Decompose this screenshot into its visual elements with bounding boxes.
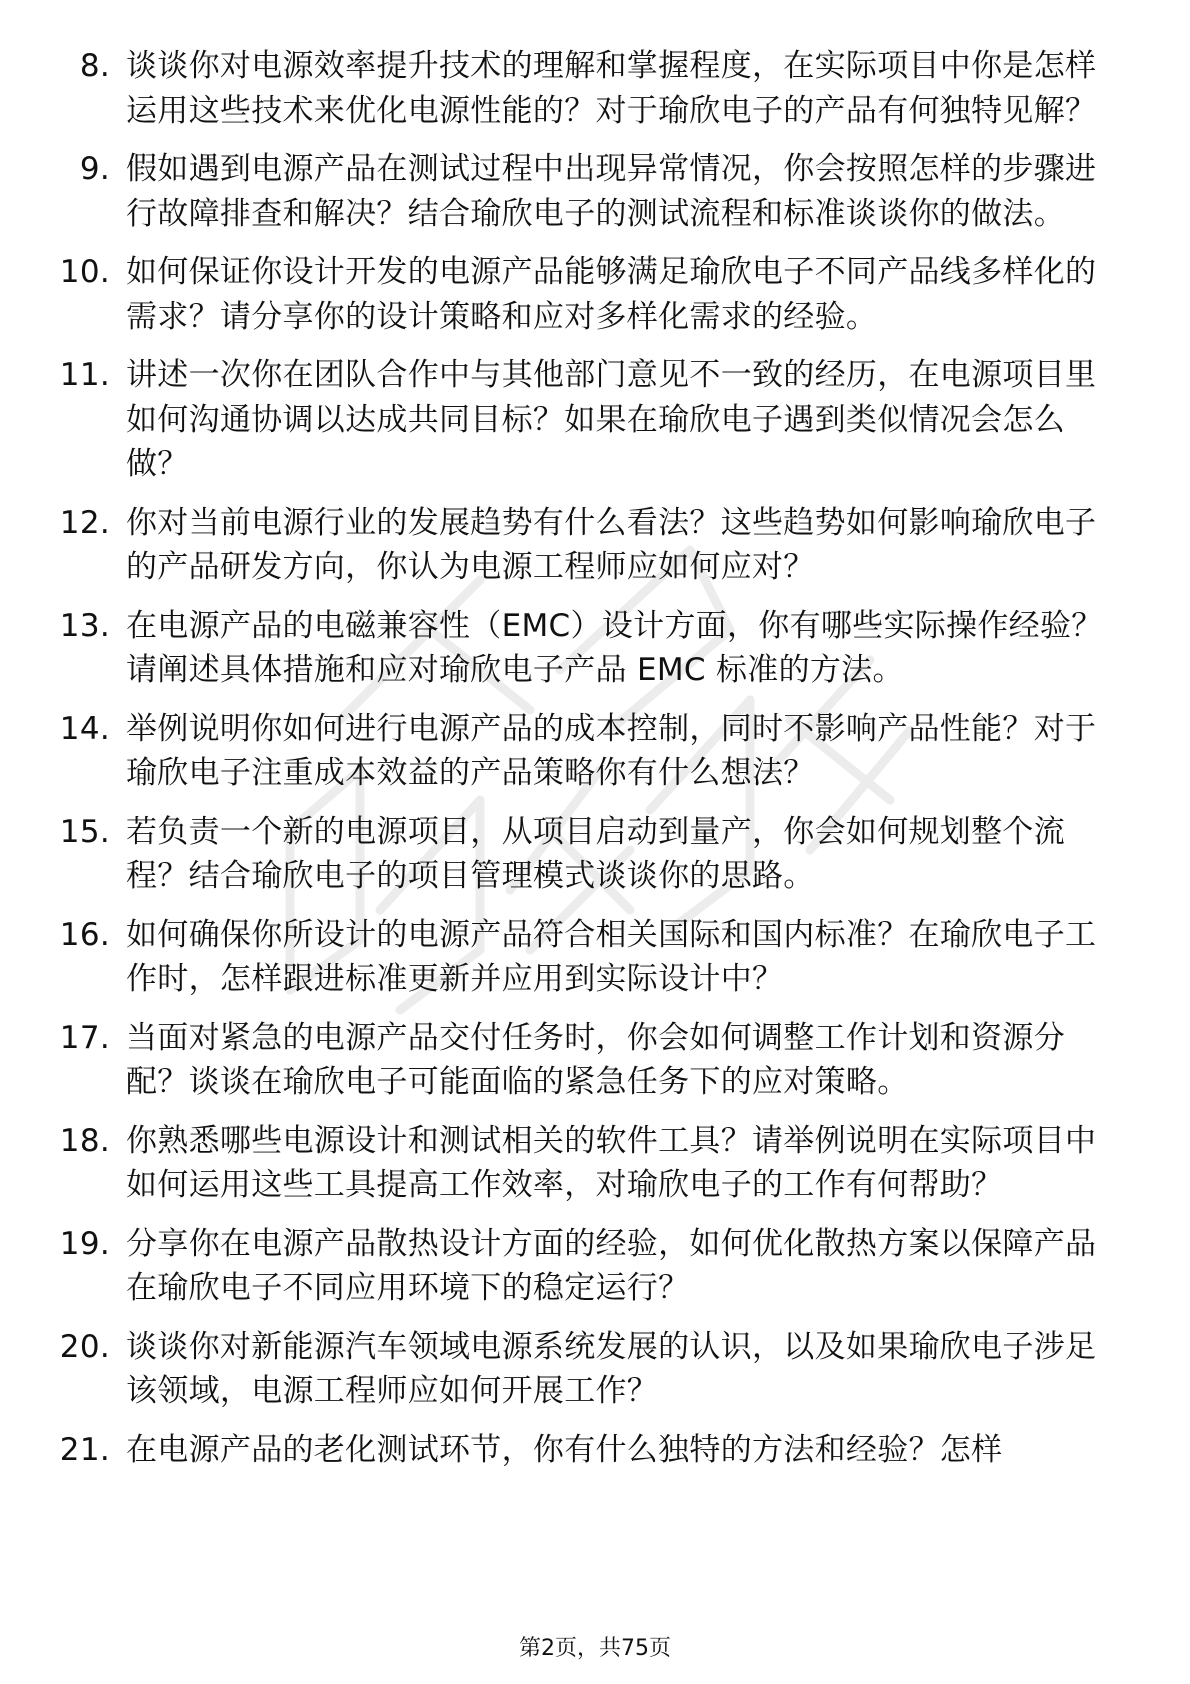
question-text: 当面对紧急的电源产品交付任务时，你会如何调整工作计划和资源分配？谈谈在瑜欣电子可能面临的紧急任务下的应对策略。 (126, 1019, 1065, 1100)
question-list (0, 44, 1190, 1486)
list-item (0, 810, 1190, 899)
page-number-label: 第2页，共75页 (519, 1636, 671, 1661)
question-number: 20. (59, 1328, 110, 1365)
list-item (0, 1428, 1190, 1473)
question-number: 19. (59, 1225, 110, 1262)
list-item (0, 913, 1190, 1002)
question-text: 在电源产品的老化测试环节，你有什么独特的方法和经验？怎样 (126, 1431, 1003, 1468)
question-number: 11. (59, 357, 110, 393)
list-item (0, 501, 1190, 590)
question-text: 假如遇到电源产品在测试过程中出现异常情况，你会按照怎样的步骤进行故障排查和解决？结合瑜欣电子的测试流程和标准谈谈你的做法。 (126, 151, 1097, 232)
question-number: 13. (59, 607, 110, 644)
question-text: 你对当前电源行业的发展趋势有什么看法？这些趋势如何影响瑜欣电子的产品研发方向，你认为电源工程师应如何应对？ (126, 504, 1097, 585)
list-item (0, 250, 1190, 339)
question-number: 18. (59, 1122, 110, 1159)
list-item (0, 1222, 1190, 1311)
question-number: 8. (79, 48, 110, 84)
question-number: 14. (59, 710, 110, 747)
question-number: 17. (59, 1019, 110, 1056)
list-item (0, 707, 1190, 796)
question-text: 分享你在电源产品散热设计方面的经验，如何优化散热方案以保障产品在瑜欣电子不同应用环境下的稳定运行？ (126, 1225, 1097, 1306)
list-item (0, 44, 1190, 133)
question-text: 举例说明你如何进行电源产品的成本控制，同时不影响产品性能？对于瑜欣电子注重成本效益的产品策略你有什么想法？ (126, 710, 1097, 791)
question-number: 12. (59, 504, 110, 541)
question-text: 若负责一个新的电源项目，从项目启动到量产，你会如何规划整个流程？结合瑜欣电子的项目管理模式谈谈你的思路。 (126, 813, 1065, 894)
list-item (0, 1119, 1190, 1208)
question-text: 谈谈你对新能源汽车领域电源系统发展的认识，以及如果瑜欣电子涉足该领域，电源工程师应如何开展工作？ (126, 1328, 1097, 1409)
question-number: 21. (59, 1431, 110, 1468)
question-text: 讲述一次你在团队合作中与其他部门意见不一致的经历，在电源项目里如何沟通协调以达成共同目标？如果在瑜欣电子遇到类似情况会怎么做？ (126, 357, 1097, 482)
list-item (0, 1016, 1190, 1105)
page-footer (0, 1631, 1190, 1662)
question-text: 谈谈你对电源效率提升技术的理解和掌握程度，在实际项目中你是怎样运用这些技术来优化电源性能的？对于瑜欣电子的产品有何独特见解？ (126, 48, 1097, 129)
question-text: 在电源产品的电磁兼容性（EMC）设计方面，你有哪些实际操作经验？请阐述具体措施和应对瑜欣电子产品 EMC 标准的方法。 (126, 607, 1103, 688)
question-number: 9. (79, 151, 110, 187)
question-number: 16. (59, 916, 110, 953)
list-item (0, 353, 1190, 487)
list-item (0, 147, 1190, 236)
list-item (0, 604, 1190, 693)
question-number: 10. (59, 254, 110, 290)
list-item (0, 1325, 1190, 1414)
question-text: 如何保证你设计开发的电源产品能够满足瑜欣电子不同产品线多样化的需求？请分享你的设计策略和应对多样化需求的经验。 (126, 254, 1097, 335)
question-number: 15. (59, 813, 110, 850)
question-text: 如何确保你所设计的电源产品符合相关国际和国内标准？在瑜欣电子工作时，怎样跟进标准更新并应用到实际设计中？ (126, 916, 1097, 997)
question-text: 你熟悉哪些电源设计和测试相关的软件工具？请举例说明在实际项目中如何运用这些工具提高工作效率，对瑜欣电子的工作有何帮助？ (126, 1122, 1097, 1203)
